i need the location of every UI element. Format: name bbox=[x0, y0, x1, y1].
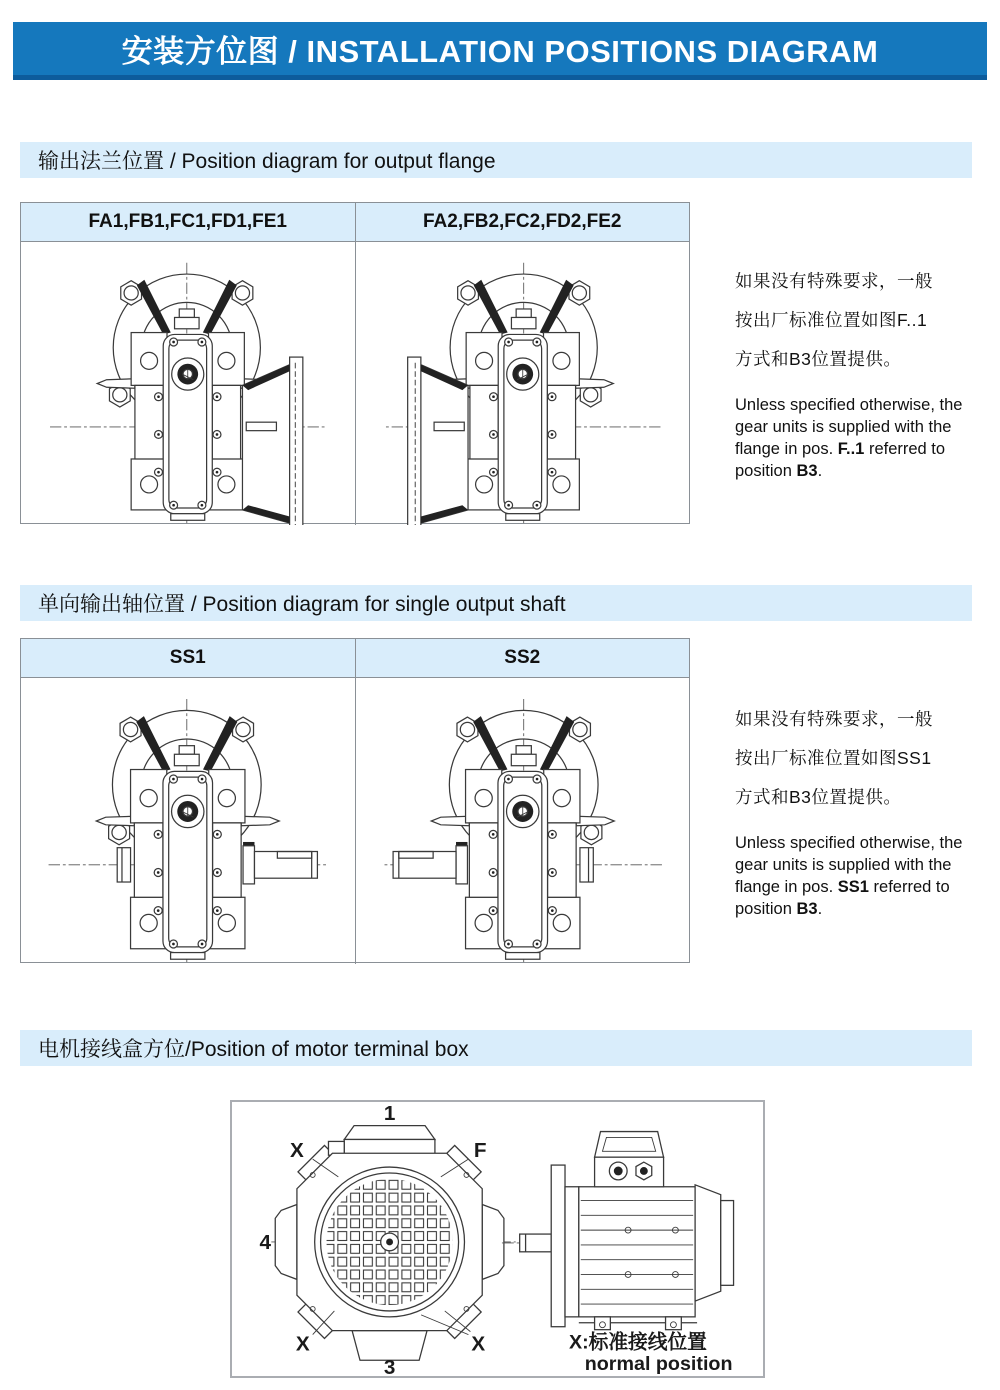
shaft-table-header-row bbox=[21, 639, 689, 678]
flange-note-en-p2: referred to position bbox=[735, 440, 946, 480]
flange-col2-header: FA2,FB2,FC2,FD2,FE2 bbox=[423, 211, 622, 232]
position-label-3: 3 bbox=[383, 1356, 396, 1376]
gear-unit-flange-left-drawing bbox=[356, 242, 690, 525]
page-title-banner bbox=[13, 22, 987, 80]
shaft-position-table bbox=[20, 638, 690, 963]
flange-table-header-row bbox=[21, 203, 689, 242]
flange-note-english bbox=[735, 394, 981, 482]
shaft-col1-header: SS1 bbox=[21, 639, 356, 677]
shaft-note-english bbox=[735, 832, 981, 920]
shaft-note-en-p3: . bbox=[817, 900, 823, 918]
gear-unit-shaft-left-drawing bbox=[356, 678, 690, 964]
flange-note bbox=[735, 262, 981, 482]
section-header-terminal-box-label: 电机接线盒方位/Position of motor terminal box bbox=[38, 1038, 469, 1061]
position-label-x-bottom-left: X bbox=[295, 1332, 310, 1356]
shaft-table-body-row bbox=[21, 678, 689, 964]
shaft-note-en-p2: referred to position bbox=[735, 878, 950, 918]
position-label-4: 4 bbox=[259, 1230, 271, 1254]
shaft-note-cn-line2: 按出厂标准位置如图SS1 bbox=[735, 748, 932, 768]
shaft-note-en-pos: SS1 bbox=[837, 878, 869, 896]
gear-unit-drawing-ss1 bbox=[21, 678, 356, 964]
shaft-note-cn-line1: 如果没有特殊要求，一般 bbox=[735, 709, 933, 729]
flange-col1-header: FA1,FB1,FC1,FD1,FE1 bbox=[21, 203, 356, 241]
section-header-output-flange-label: 输出法兰位置 / Position diagram for output flange bbox=[38, 150, 496, 173]
flange-note-en-p3: . bbox=[817, 462, 823, 480]
shaft-note-cn-line3: 方式和B3位置提供。 bbox=[735, 787, 902, 807]
motor-views-drawing bbox=[232, 1102, 763, 1376]
flange-note-chinese bbox=[735, 262, 981, 379]
shaft-note-en-b3: B3 bbox=[796, 900, 818, 918]
section-header-output-shaft bbox=[20, 585, 972, 621]
position-label-x-bottom-right: X bbox=[471, 1332, 486, 1356]
flange-note-en-pos: F..1 bbox=[837, 440, 865, 458]
terminal-caption-cn: X:标准接线位置 bbox=[568, 1331, 707, 1354]
flange-table-body-row bbox=[21, 242, 689, 525]
flange-note-cn-line2: 按出厂标准位置如图F..1 bbox=[735, 310, 928, 330]
position-label-1: 1 bbox=[383, 1102, 396, 1125]
section-header-output-flange bbox=[20, 142, 972, 178]
shaft-note bbox=[735, 700, 981, 920]
flange-note-en-b3: B3 bbox=[796, 462, 818, 480]
gear-unit-flange-right-drawing bbox=[21, 242, 355, 525]
gear-unit-drawing-f2 bbox=[356, 242, 690, 525]
motor-terminal-box-diagram bbox=[230, 1100, 765, 1378]
page-title: 安装方位图 / INSTALLATION POSITIONS DIAGRAM bbox=[121, 34, 879, 69]
flange-note-en-p1: Unless specified otherwise, the gear units is supplied with the flange in pos. bbox=[735, 396, 963, 458]
flange-note-cn-line1: 如果没有特殊要求，一般 bbox=[735, 271, 933, 291]
section-header-terminal-box bbox=[20, 1030, 972, 1066]
shaft-note-chinese bbox=[735, 700, 981, 817]
gear-unit-drawing-f1 bbox=[21, 242, 356, 525]
gear-unit-drawing-ss2 bbox=[356, 678, 690, 964]
terminal-caption-en: normal position bbox=[584, 1353, 733, 1376]
flange-position-table bbox=[20, 202, 690, 524]
position-label-f: F bbox=[473, 1139, 487, 1163]
gear-unit-shaft-right-drawing bbox=[21, 678, 355, 964]
section-header-output-shaft-label: 单向输出轴位置 / Position diagram for single output shaft bbox=[38, 593, 566, 616]
flange-note-cn-line3: 方式和B3位置提供。 bbox=[735, 349, 902, 369]
position-label-x-top: X bbox=[290, 1139, 304, 1163]
shaft-col2-header: SS2 bbox=[504, 647, 541, 668]
shaft-note-en-p1: Unless specified otherwise, the gear units is supplied with the flange in pos. bbox=[735, 834, 963, 896]
